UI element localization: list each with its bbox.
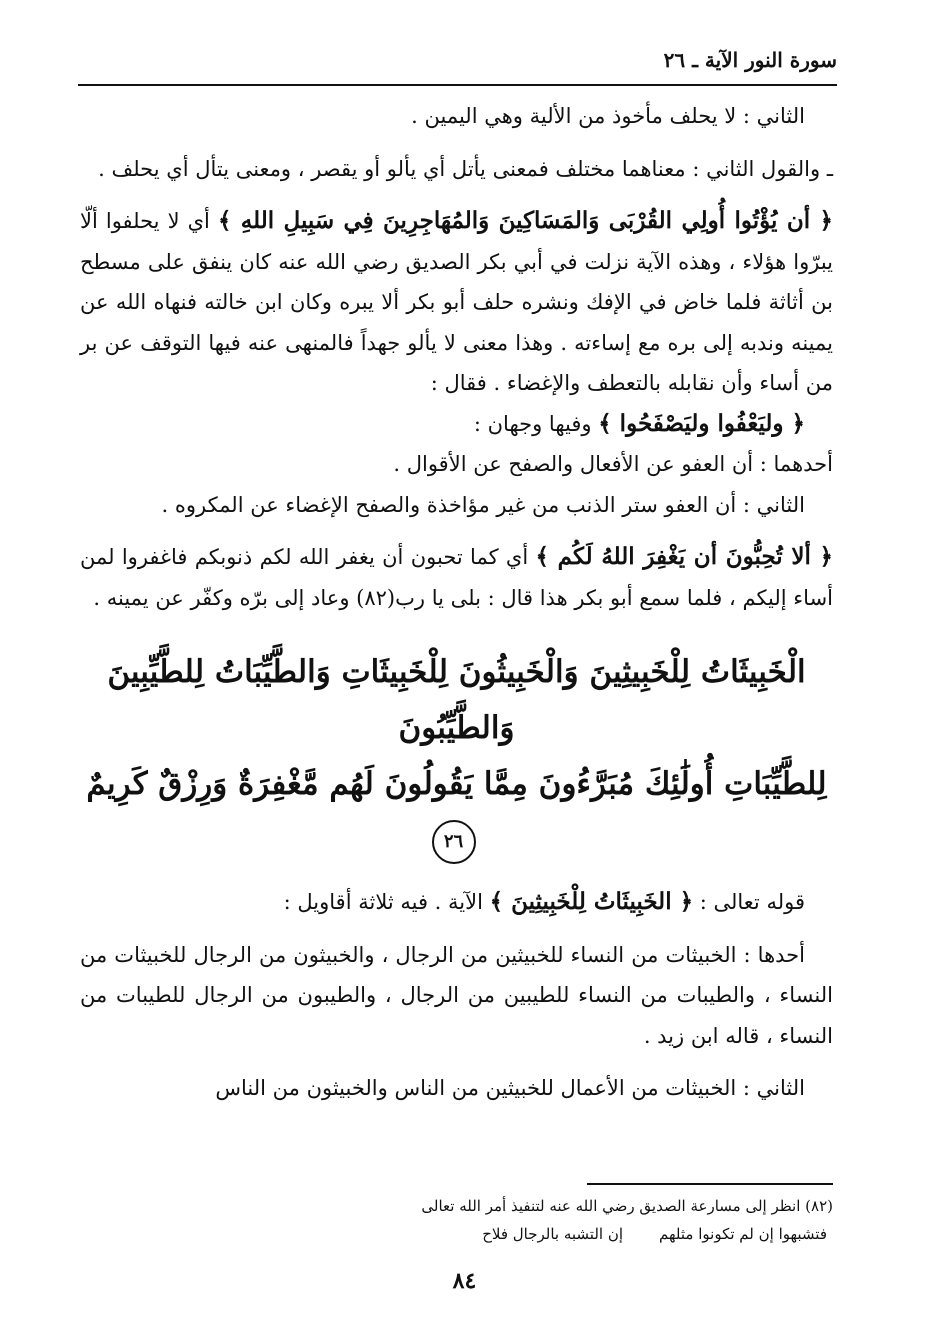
paragraph-text: وفيها وجهان : (473, 411, 599, 436)
header-title: سورة النور الآية ـ ٢٦ (663, 48, 837, 72)
running-header (78, 44, 837, 86)
verse-number-badge: ٢٦ (432, 820, 476, 864)
paragraph (80, 201, 833, 404)
quran-quote: ﴿ الخَبِيثَاتُ لِلْخَبِيثِينَ ﴾ (489, 888, 694, 915)
verse-line-1: الْخَبِيثَاتُ لِلْخَبِيثِينَ وَالْخَبِيثُونَ لِلْخَبِيثَاتِ وَالطَّيِّبَاتُ لِلطَّيِّبِينَ وَالطَّيِّبُونَ (107, 654, 806, 746)
paragraph: ـ والقول الثاني : معناهما مختلف فمعنى يأتل أي يألو أو يقصر ، ومعنى يتأل أي يحلف . (98, 156, 833, 181)
paragraph: أحدهما : أن العفو عن الأفعال والصفح عن الأقوال . (393, 452, 833, 476)
poem-hemistich-2: إن التشبه بالرجال فلاح (482, 1225, 624, 1243)
footnotes (80, 1192, 833, 1248)
quran-quote: ﴿ وليَعْفُوا وليَصْفَحُوا ﴾ (598, 409, 805, 437)
footnote-divider (587, 1183, 833, 1185)
paragraph (80, 404, 833, 445)
paragraph: الثاني : أن العفو ستر الذنب من غير مؤاخذة والصفح الإغضاء عن المكروه . (161, 492, 805, 517)
paragraph (80, 537, 833, 618)
footnote-poem (80, 1220, 833, 1248)
quran-verse-block (80, 644, 833, 868)
paragraph-text: أي كما تحبون أن يغفر الله لكم ذنوبكم فاغفروا لمن أساء إليكم ، فلما سمع أبو بكر هذا قال : بلى يا رب(٨٢) وعاد إلى برّه وكفّر عن يمينه . (80, 545, 833, 610)
paragraph (80, 882, 833, 923)
paragraph: الثاني : لا يحلف مأخوذ من الألية وهي اليمين . (411, 104, 805, 128)
poem-hemistich-1: فتشبهوا إن لم تكونوا مثلهم (659, 1225, 827, 1243)
paragraph: الثاني : الخبيثات من الأعمال للخبيثين من الناس والخبيثون من الناس (215, 1076, 805, 1100)
verse-line-2 (80, 756, 833, 868)
quran-quote: ﴿ أن يُؤْتُوا أُولِي القُرْبَى وَالمَسَاكِينَ وَالمُهَاجِرِينَ فِي سَبِيلِ اللهِ ﴾ (217, 207, 833, 234)
page-number: ٨٤ (452, 1268, 477, 1294)
paragraph-lead: قوله تعالى : (693, 890, 805, 914)
quran-quote: ﴿ ألا تُحِبُّونَ أن يَغْفِرَ اللهُ لَكُم ﴾ (535, 543, 833, 570)
paragraph-text: الآية . فيه ثلاثة أقاويل : (283, 890, 490, 914)
paragraph-text: أي لا يحلفوا ألّا يبرّوا هؤلاء ، وهذه الآية نزلت في أبي بكر الصديق رضي الله عنه كان ينفق على مسطح بن أثاثة فلما خاض في الإفك ونشره حلف أبو بكر ألا يبره وكان ابن خالته فنهاه الله عن يمينه وندبه إلى بره مع إساءته . وهذا معنى لا يألو جهداً فالمنهى عنه فيها التوقف عن بر من أساء وأن نقابله بالتعطف والإغضاء . فقال : (80, 209, 833, 395)
paragraph: أحدها : الخبيثات من النساء للخبيثين من الرجال ، والخبيثون من الرجال للخبيثات من النساء ، والطيبات من النساء للطيبين من الرجال ، والطيبون من الرجال للطيبات من النساء ، قاله ابن زيد . (80, 942, 833, 1048)
verse-line-2-text: لِلطَّيِّبَاتِ أُولَٰئِكَ مُبَرَّءُونَ مِمَّا يَقُولُونَ لَهُم مَّغْفِرَةٌ وَرِزْقٌ كَرِيمٌ (86, 766, 827, 802)
footnote-text: (٨٢) انظر إلى مسارعة الصديق رضي الله عنه لتنفيذ أمر الله تعالى (421, 1197, 833, 1215)
main-text (80, 96, 833, 1109)
